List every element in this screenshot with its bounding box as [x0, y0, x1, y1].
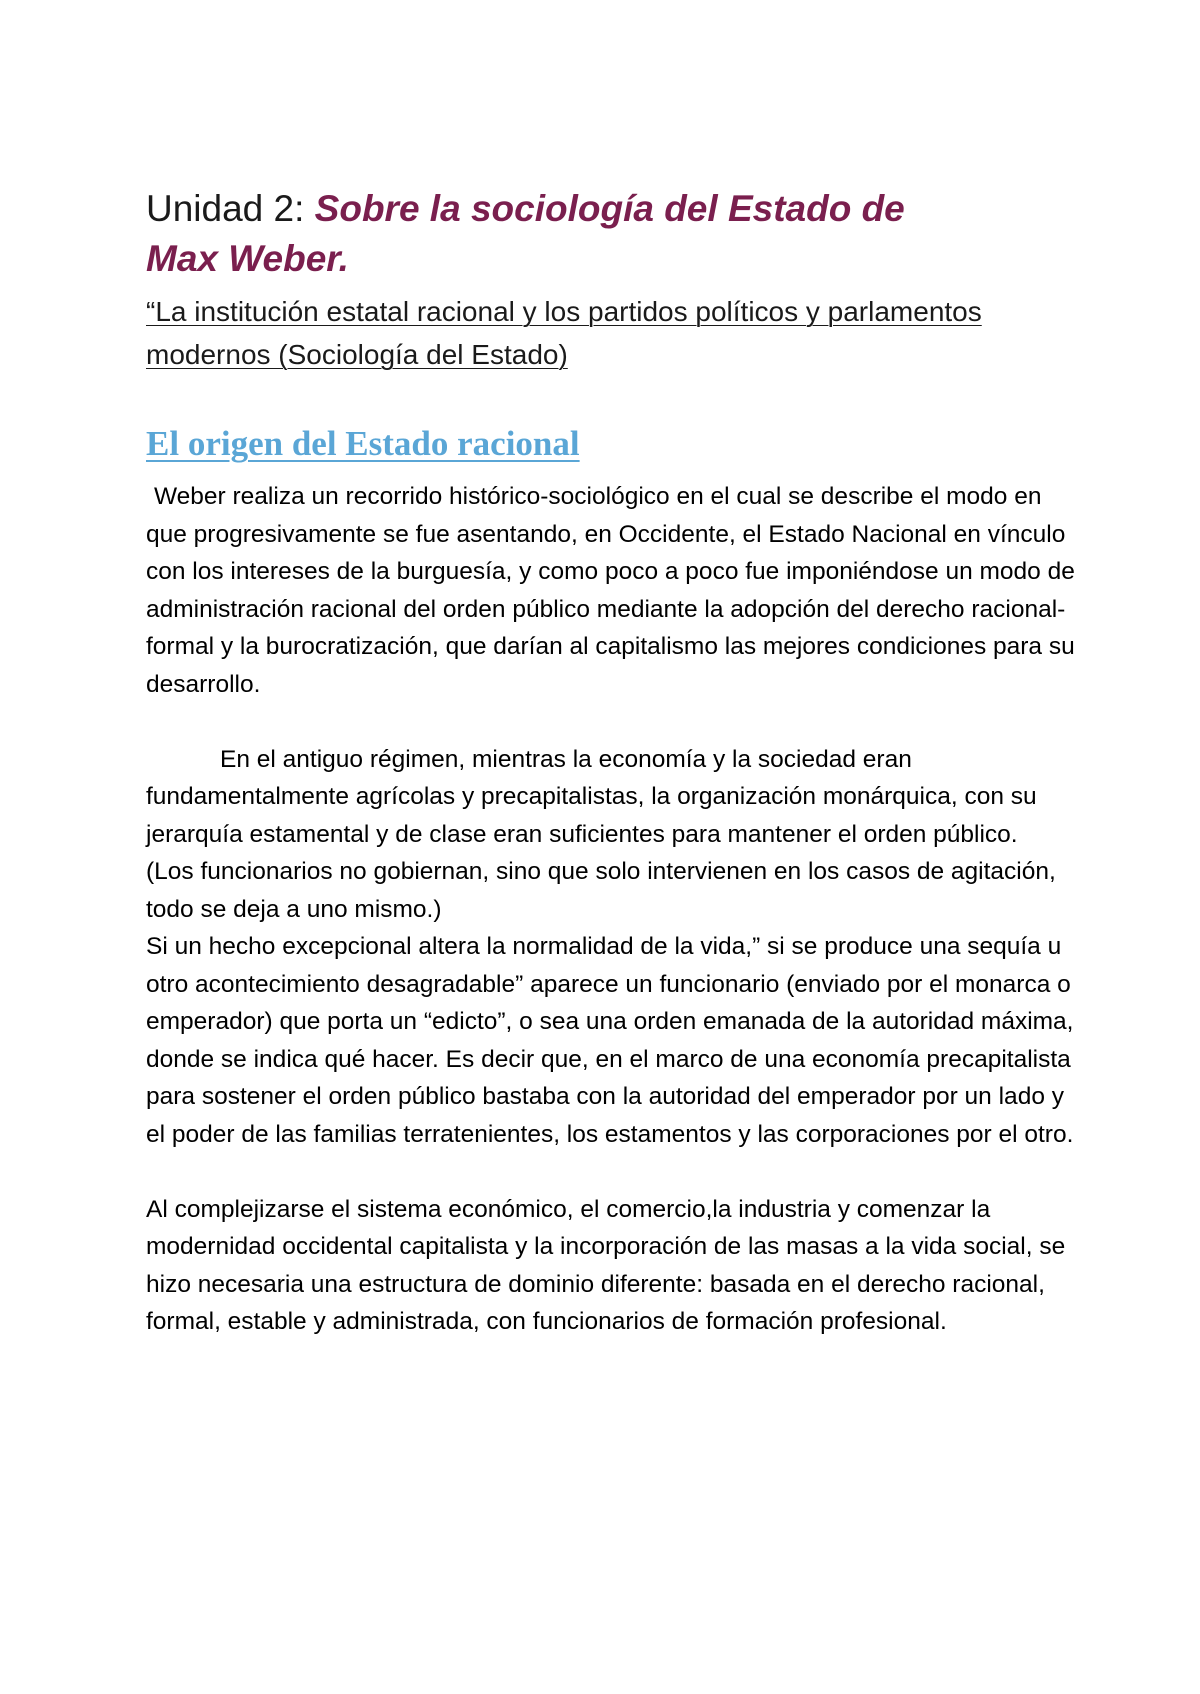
title-prefix: Unidad 2:	[146, 188, 315, 229]
document-page	[146, 184, 1076, 1341]
paragraph-5: Al complejizarse el sistema económico, el comercio,la industria y comenzar la modernidad occidental capitalista y la incorporación de las masas a la vida social, se hizo necesaria una estructura de dominio diferente: basada en el derecho racional, formal, estable y administrada, con funcionarios de formación profesional.	[146, 1195, 1066, 1335]
title-main-line2: Max Weber.	[146, 238, 349, 279]
paragraph-4: Si un hecho excepcional altera la normalidad de la vida,” si se produce una sequía u otro acontecimiento desagradable” aparece un funcionario (enviado por el monarca o emperador) que porta un “edicto”, o sea una orden emanada de la autoridad máxima, donde se indica qué hacer. Es decir que, en el marco de una economía precapitalista para sostener el orden público bastaba con la autoridad del emperador por un lado y el poder de las familias terratenientes, los estamentos y las corporaciones por el otro.	[146, 933, 1074, 1148]
document-title	[146, 184, 1076, 284]
title-main-line1: Sobre la sociología del Estado de	[314, 188, 905, 229]
document-subtitle: “La institución estatal racional y los partidos políticos y parlamentos modernos (Sociología del Estado)	[146, 296, 982, 370]
paragraph-1: Weber realiza un recorrido histórico-sociológico en el cual se describe el modo en que progresivamente se fue asentando, en Occidente, el Estado Nacional en vínculo con los intereses de la burguesía, y como poco a poco fue imponiéndose un modo de administración racional del orden público mediante la adopción del derecho racional-formal y la burocratización, que darían al capitalismo las mejores condiciones para su desarrollo.	[146, 483, 1075, 698]
paragraph-spacer	[146, 1153, 1076, 1191]
paragraph-spacer	[146, 703, 1076, 741]
section-heading: El origen del Estado racional	[146, 424, 580, 463]
paragraph-2: En el antiguo régimen, mientras la economía y la sociedad eran fundamentalmente agrícolas y precapitalistas, la organización monárquica, con su jerarquía estamental y de clase eran suficientes para mantener el orden público.	[146, 745, 1037, 848]
paragraph-3: (Los funcionarios no gobiernan, sino que solo intervienen en los casos de agitación, todo se deja a uno mismo.)	[146, 858, 1056, 923]
